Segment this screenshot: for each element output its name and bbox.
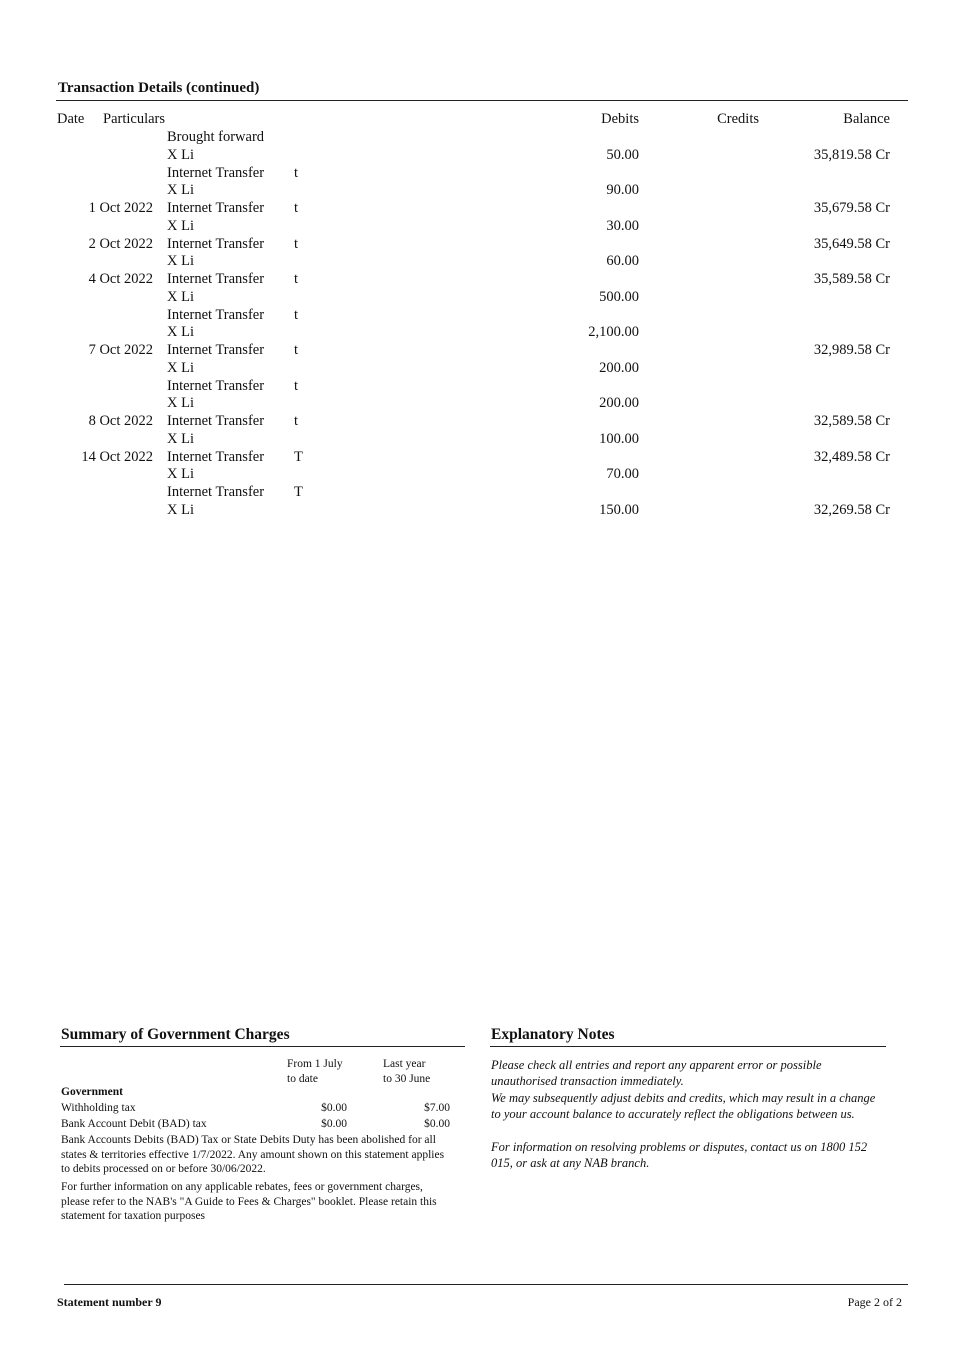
row-balance: 32,589.58 Cr (813, 413, 890, 429)
statement-number: Statement number 9 (57, 1295, 162, 1309)
row-date: 4 Oct 2022 (88, 271, 153, 287)
row-particulars: Internet Transfer (167, 200, 265, 216)
column-header-line: to 30 June (383, 1072, 431, 1085)
table-row (0, 129, 960, 147)
table-row (0, 200, 960, 218)
row-balance: 35,819.58 Cr (813, 146, 890, 163)
column-header-line: Last year (383, 1058, 426, 1070)
row-particulars: X Li (167, 501, 194, 518)
section-divider (56, 100, 908, 101)
government-group-label: Government (61, 1086, 123, 1098)
row-date: 2 Oct 2022 (88, 235, 153, 252)
table-row (0, 449, 960, 467)
withholding-tax-last-year: $7.00 (424, 1102, 450, 1114)
table-row (0, 324, 960, 342)
row-particulars: X Li (167, 253, 194, 270)
section-divider (490, 1046, 886, 1047)
table-row (0, 466, 960, 484)
row-particulars: Internet Transfer (167, 377, 265, 394)
table-row (0, 307, 960, 325)
table-row (0, 218, 960, 236)
withholding-tax-label: Withholding tax (61, 1102, 136, 1114)
row-flag: T (294, 448, 303, 465)
footer-divider (64, 1284, 908, 1285)
row-particulars: X Li (167, 430, 194, 447)
column-header-debits: Debits (601, 111, 639, 127)
bad-tax-ytd: $0.00 (321, 1118, 347, 1130)
row-debit: 200.00 (599, 359, 639, 376)
section-title-transactions: Transaction Details (continued) (58, 80, 260, 96)
bad-tax-last-year: $0.00 (424, 1118, 450, 1130)
row-date: 14 Oct 2022 (81, 448, 153, 465)
row-debit: 100.00 (599, 430, 639, 447)
row-flag: t (294, 164, 299, 181)
row-flag: t (294, 235, 299, 252)
row-debit: 50.00 (606, 146, 639, 163)
table-row (0, 502, 960, 520)
table-row (0, 378, 960, 396)
row-flag: t (294, 413, 299, 429)
row-balance: 35,679.58 Cr (813, 200, 890, 216)
row-particulars: Internet Transfer (167, 448, 265, 465)
row-debit: 90.00 (606, 182, 639, 199)
row-particulars: Internet Transfer (167, 235, 265, 252)
explanatory-note-check-entries: Please check all entries and report any apparent error or possible unauthorised transaction immediately. (491, 1058, 822, 1089)
table-row (0, 395, 960, 413)
row-balance: 32,989.58 Cr (813, 342, 890, 358)
row-balance: 35,649.58 Cr (813, 235, 890, 252)
column-header-credits: Credits (717, 111, 759, 127)
row-particulars: Internet Transfer (167, 342, 265, 358)
page-number: Page 2 of 2 (847, 1295, 902, 1309)
bad-abolished-note: Bank Accounts Debits (BAD) Tax or State Debits Duty has been abolished for all states & territories effective 1/7/2022. Any amount shown on this statement applies to debits processed on or before 30/06/2022. (61, 1134, 445, 1175)
column-header-particulars: Particulars (103, 111, 166, 127)
row-particulars: Internet Transfer (167, 306, 265, 323)
table-row (0, 147, 960, 165)
section-divider (60, 1046, 465, 1047)
table-row (0, 182, 960, 200)
withholding-tax-ytd: $0.00 (321, 1102, 347, 1114)
column-header-last-year (383, 1057, 463, 1086)
table-row (0, 271, 960, 289)
bad-tax-label: Bank Account Debit (BAD) tax (61, 1118, 207, 1130)
row-particulars: X Li (167, 217, 194, 234)
row-particulars: Brought forward (167, 129, 265, 145)
row-balance: 32,269.58 Cr (813, 501, 890, 518)
row-particulars: X Li (167, 182, 194, 199)
section-title-explanatory-notes: Explanatory Notes (491, 1026, 615, 1043)
row-date: 1 Oct 2022 (88, 200, 153, 216)
row-flag: t (294, 306, 299, 323)
row-date: 7 Oct 2022 (88, 342, 153, 358)
row-particulars: X Li (167, 288, 194, 305)
table-row (0, 413, 960, 431)
table-row (0, 431, 960, 449)
row-particulars: X Li (167, 466, 194, 483)
column-header-balance: Balance (843, 111, 890, 127)
row-particulars: X Li (167, 324, 194, 341)
explanatory-note-adjustments: We may subsequently adjust debits and credits, which may result in a change to your account balance to accurately reflect the obligations between us. (491, 1091, 876, 1122)
section-title-government-charges: Summary of Government Charges (61, 1026, 290, 1043)
row-flag: t (294, 377, 299, 394)
row-debit: 2,100.00 (588, 324, 639, 341)
row-debit: 70.00 (606, 466, 639, 483)
row-flag: t (294, 342, 299, 358)
table-row (0, 360, 960, 378)
row-particulars: Internet Transfer (167, 271, 265, 287)
row-debit: 200.00 (599, 395, 639, 412)
row-particulars: X Li (167, 359, 194, 376)
row-balance: 35,589.58 Cr (813, 271, 890, 287)
row-particulars: Internet Transfer (167, 164, 265, 181)
column-header-line: From 1 July (287, 1058, 343, 1070)
row-debit: 60.00 (606, 253, 639, 270)
row-balance: 32,489.58 Cr (813, 448, 890, 465)
table-row (0, 236, 960, 254)
row-particulars: Internet Transfer (167, 413, 265, 429)
column-header-from-1-july (287, 1057, 367, 1086)
row-date: 8 Oct 2022 (88, 413, 153, 429)
column-header-line: to date (287, 1072, 318, 1085)
table-row (0, 289, 960, 307)
table-row (0, 165, 960, 183)
row-particulars: Internet Transfer (167, 484, 265, 500)
table-row (0, 484, 960, 502)
further-information-note: For further information on any applicable rebates, fees or government charges, please refer to the NAB's "A Guide to Fees & Charges" booklet. Please retain this statement for taxation purposes (61, 1181, 437, 1222)
row-flag: t (294, 271, 299, 287)
row-flag: t (294, 200, 299, 216)
column-header-date: Date (57, 111, 85, 127)
explanatory-note-disputes: For information on resolving problems or disputes, contact us on 1800 152 015, or ask at any NAB branch. (491, 1140, 868, 1171)
row-flag: T (294, 484, 303, 500)
row-particulars: X Li (167, 395, 194, 412)
row-debit: 500.00 (599, 288, 639, 305)
row-debit: 150.00 (599, 501, 639, 518)
row-debit: 30.00 (606, 217, 639, 234)
row-particulars: X Li (167, 146, 194, 163)
table-row (0, 342, 960, 360)
table-row (0, 253, 960, 271)
